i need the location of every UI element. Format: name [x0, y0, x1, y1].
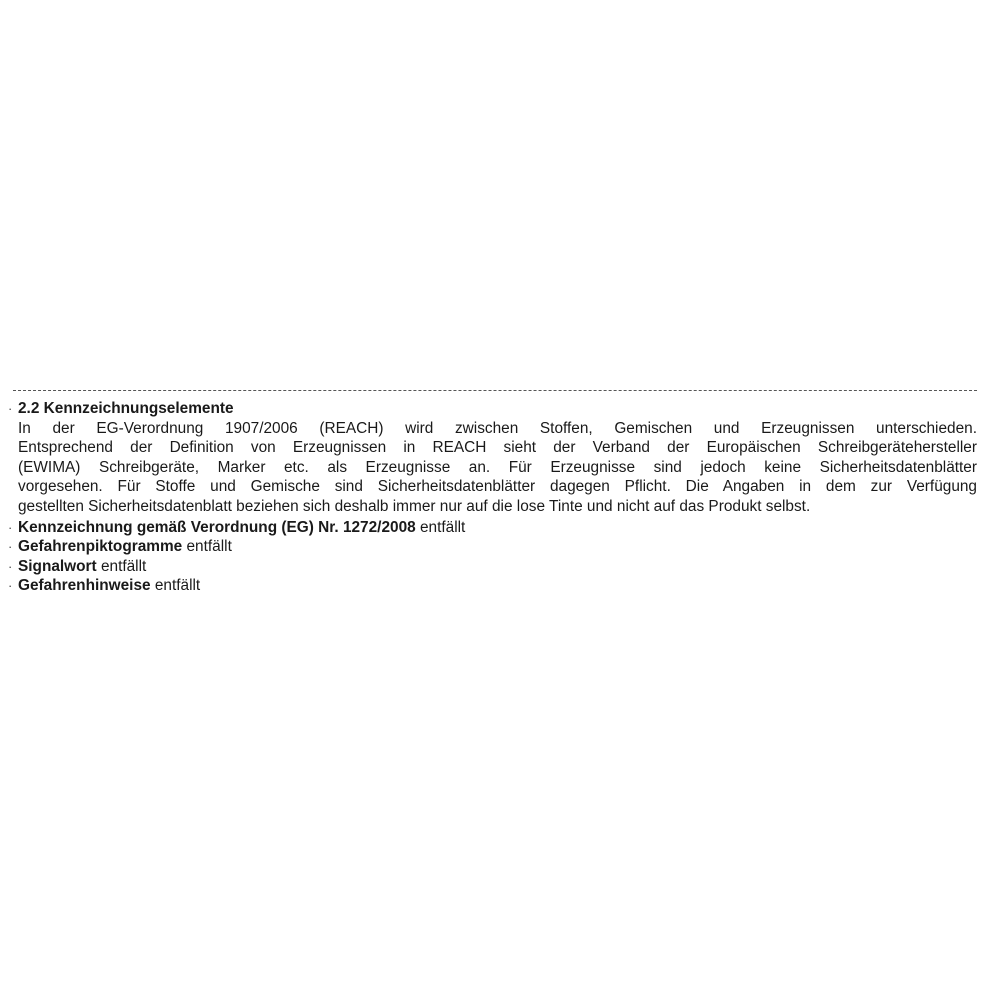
item-row-signal-word — [7, 557, 977, 577]
paragraph-line: In der EG-Verordnung 1907/2006 (REACH) wird zwischen Stoffen, Gemischen und Erzeugnissen unterschieden. — [18, 419, 977, 437]
bullet-marker: · — [8, 539, 13, 555]
paragraph-line: (EWIMA) Schreibgeräte, Marker etc. als Erzeugnisse an. Für Erzeugnisse sind jedoch keine Sicherheitsdatenblätter — [18, 458, 977, 476]
section-paragraph — [7, 419, 977, 517]
section-heading: 2.2 Kennzeichnungselemente — [18, 400, 234, 417]
dashed-divider — [13, 390, 977, 391]
item-label: Gefahrenhinweise — [18, 577, 151, 595]
item-value: entfällt — [419, 518, 466, 536]
item-value: entfällt — [154, 577, 201, 595]
paragraph-line: gestellten Sicherheitsdatenblatt beziehen sich deshalb immer nur auf die lose Tinte und nicht auf das Produkt selbst. — [18, 497, 811, 515]
item-value: entfällt — [186, 538, 232, 556]
labelling-section — [7, 390, 977, 596]
paragraph-line: Entsprechend der Definition von Erzeugnissen in REACH sieht der Verband der Europäischen Schreibgerätehersteller — [18, 439, 977, 457]
item-row-hazard-statements — [7, 576, 977, 596]
item-row-pictograms — [7, 537, 977, 557]
section-heading-row — [7, 399, 977, 419]
item-value: entfällt — [100, 557, 147, 575]
item-label: Kennzeichnung gemäß Verordnung (EG) Nr. 1272/2008 — [18, 518, 416, 536]
bullet-marker: · — [8, 578, 13, 594]
paragraph-line: vorgesehen. Für Stoffe und Gemische sind Sicherheitsdatenblätter dagegen Pflicht. Die Angaben in dem zur Verfügung — [18, 478, 977, 496]
bullet-marker: · — [8, 401, 13, 416]
item-label: Gefahrenpiktogramme — [18, 538, 183, 556]
item-label: Signalwort — [18, 557, 97, 575]
bullet-marker: · — [8, 558, 13, 574]
item-row-classification — [7, 518, 977, 538]
bullet-marker: · — [8, 519, 13, 535]
